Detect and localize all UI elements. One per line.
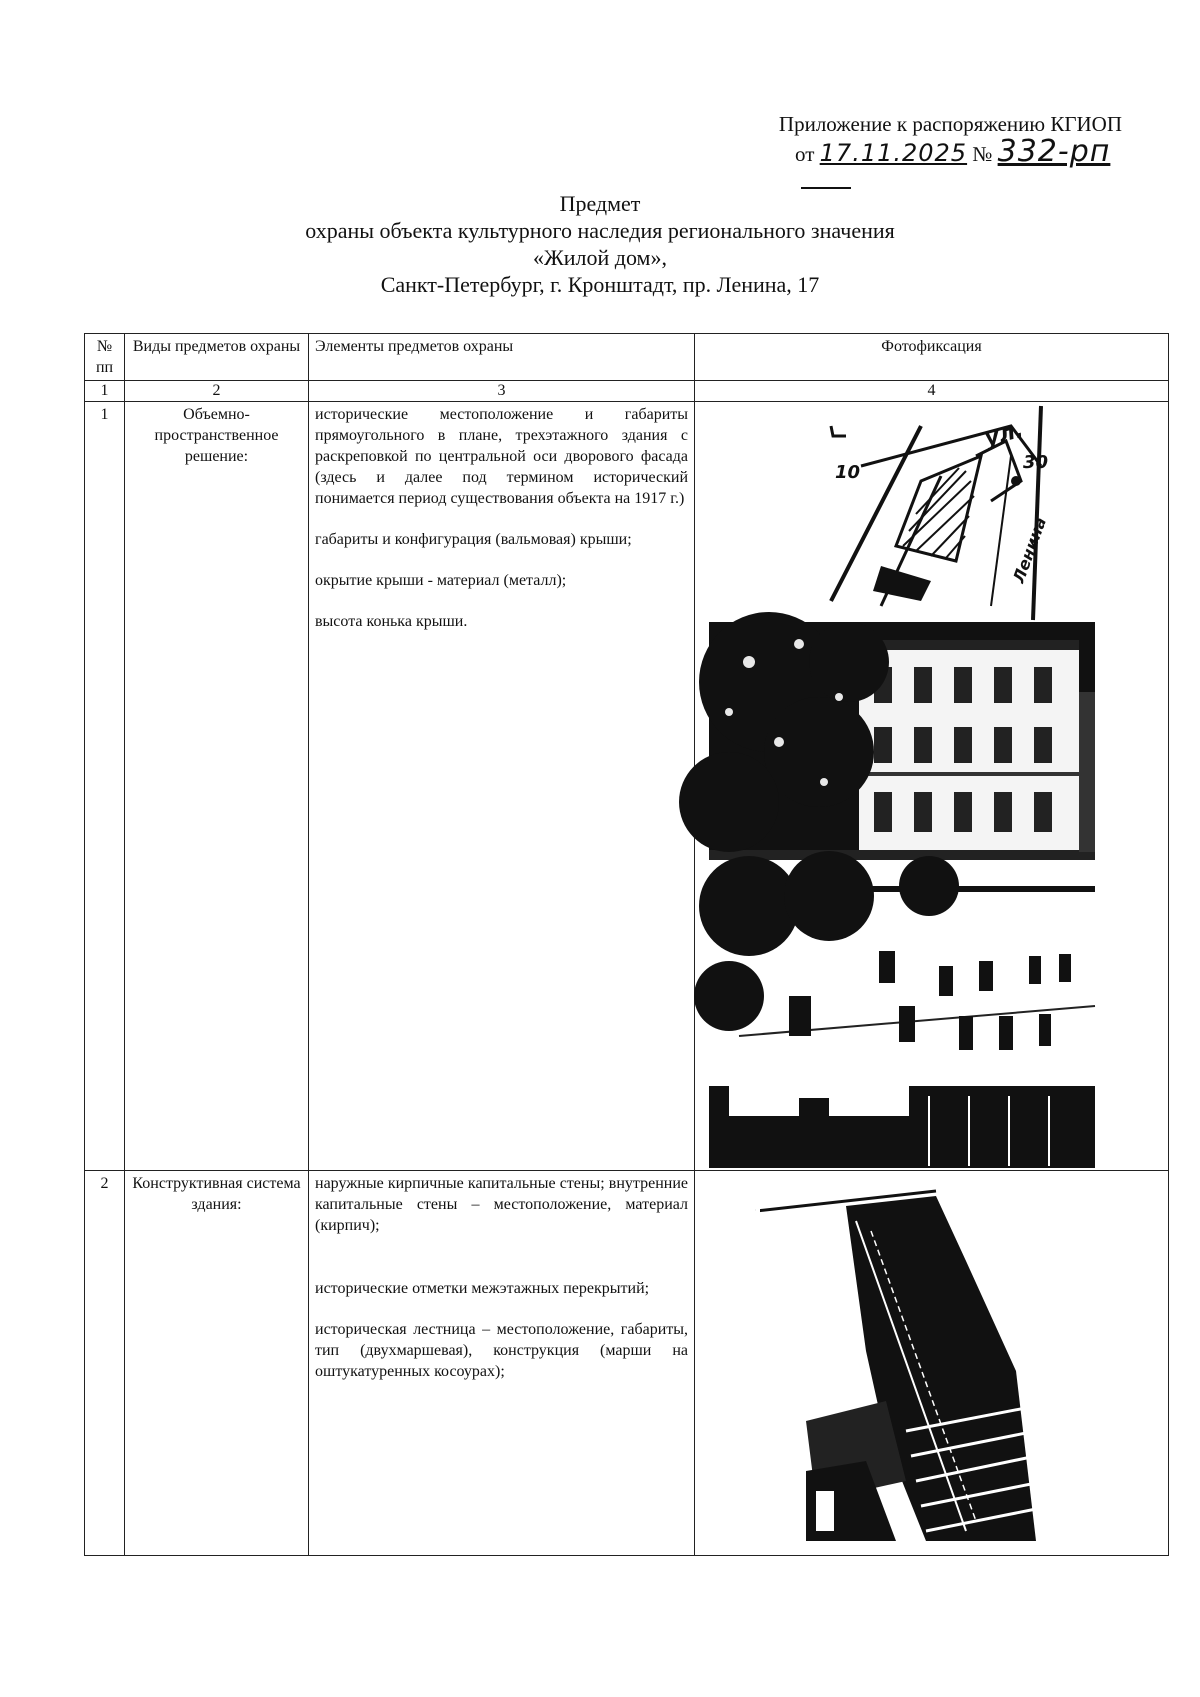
row-elements xyxy=(309,1171,695,1556)
row-photos xyxy=(695,402,1169,1171)
title-line-4: Санкт-Петербург, г. Кронштадт, пр. Ленина, 17 xyxy=(380,272,820,297)
annex-date-number xyxy=(702,134,1122,196)
document-title xyxy=(200,190,1000,298)
number-prefix: № xyxy=(972,142,993,166)
element-item: габариты и конфигурация (вальмовая) крыши; xyxy=(315,531,632,548)
row-kind: Конструктивная система здания: xyxy=(125,1171,309,1556)
map-label-lenina: Ленина xyxy=(1008,514,1051,586)
protection-table xyxy=(84,333,1169,1556)
annex-title: Приложение к распоряжению КГИОП xyxy=(778,112,1122,136)
header-kind: Виды предметов охраны xyxy=(125,334,309,381)
title-line-1: Предмет xyxy=(559,191,641,216)
annex-header xyxy=(702,110,1122,196)
map-label-number-10: 10 xyxy=(835,462,861,483)
element-item: окрытие крыши - материал (металл); xyxy=(315,572,567,589)
element-item: историческая лестница – местоположение, габариты, тип (двухмаршевая), конструкция (марши на оштукатуренных косоурах); xyxy=(315,1321,688,1380)
index-cell: 2 xyxy=(125,381,309,402)
element-item: высота конька крыши. xyxy=(315,613,468,630)
table-row xyxy=(85,1171,1169,1556)
header-photo: Фотофиксация xyxy=(695,334,1169,381)
table-row xyxy=(85,402,1169,1171)
map-label-number-30: 30 xyxy=(1023,452,1049,473)
number-underline xyxy=(801,187,851,189)
element-item: исторические местоположение и габариты прямоугольного в плане, трехэтажного здания с раскреповкой по центральной оси дворового фасада (здесь и далее под термином исторический понимается период существования объекта на 1917 г.) xyxy=(315,406,688,507)
map-label-street: ул. xyxy=(982,417,1027,452)
title-line-2: охраны объекта культурного наследия регионального значения xyxy=(305,218,895,243)
header-no: № пп xyxy=(85,334,125,381)
element-item: наружные кирпичные капитальные стены; внутренние капитальные стены – местоположение, материал (кирпич); xyxy=(315,1175,688,1234)
building-facade-photo xyxy=(709,622,1095,860)
row-elements xyxy=(309,402,695,1171)
index-cell: 1 xyxy=(85,381,125,402)
date-prefix: от xyxy=(795,142,815,166)
courtyard-facade-photo xyxy=(709,886,1095,1168)
row-kind: Объемно-пространственное решение: xyxy=(125,402,309,1171)
staircase-photo xyxy=(756,1191,1036,1541)
header-elements: Элементы предметов охраны xyxy=(309,334,695,381)
index-cell: 4 xyxy=(695,381,1169,402)
title-line-3: «Жилой дом», xyxy=(533,245,667,270)
row-photos xyxy=(695,1171,1169,1556)
table-index-row xyxy=(85,381,1169,402)
row-number: 2 xyxy=(85,1171,125,1556)
handwritten-number: 332-рп xyxy=(997,134,1111,169)
situation-map-image xyxy=(791,406,1051,620)
index-cell: 3 xyxy=(309,381,695,402)
table-header-row xyxy=(85,334,1169,381)
handwritten-date: 17.11.2025 xyxy=(819,139,968,167)
element-item: исторические отметки межэтажных перекрытий; xyxy=(315,1280,650,1297)
row-number: 1 xyxy=(85,402,125,1171)
